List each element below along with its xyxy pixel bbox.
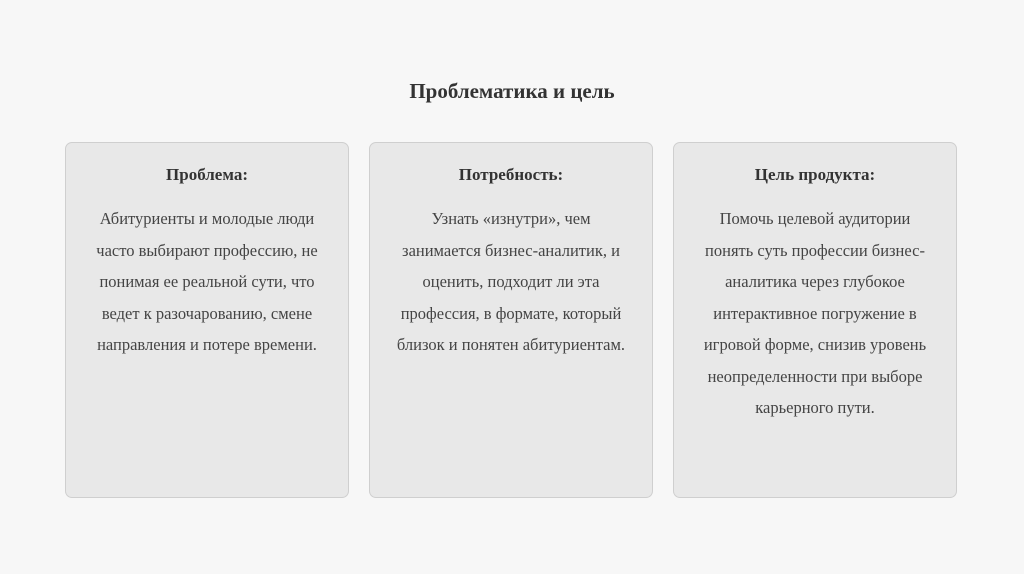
card-text-goal: Помочь целевой аудитории понять суть профессии бизнес-аналитика через глубокое интерактивное погружение в игровой форме, снизив уровень неопределенности при выборе карьерного пути. [703,209,927,417]
card-text-problem: Абитуриенты и молодые люди часто выбирают профессию, не понимая ее реальной сути, что ведет к разочарованию, смене направления и потере времени. [96,209,318,354]
card-need [369,142,653,498]
card-title-goal: Цель продукта: [754,165,876,184]
card-goal [673,142,957,498]
slide-title: Проблематика и цель [409,79,615,103]
card-title-need: Потребность: [458,165,564,184]
card-problem [65,142,349,498]
card-text-need: Узнать «изнутри», чем занимается бизнес-аналитик, и оценить, подходит ли эта профессия, в формате, который близок и понятен абитуриентам. [396,209,626,354]
cards-row [65,142,959,500]
card-title-problem: Проблема: [166,165,248,184]
